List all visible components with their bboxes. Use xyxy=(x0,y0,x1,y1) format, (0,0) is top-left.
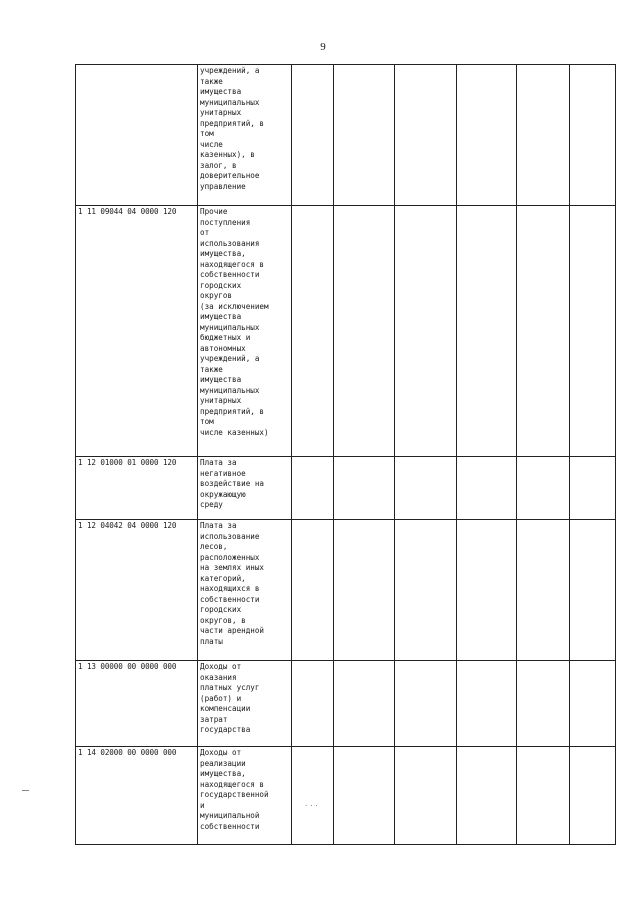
table-row xyxy=(76,206,616,457)
table-row xyxy=(76,457,616,520)
income-code-cell xyxy=(76,65,198,206)
value-cell xyxy=(517,747,570,845)
scan-mark: ... xyxy=(304,800,320,808)
value-cell xyxy=(517,661,570,747)
margin-dash xyxy=(22,790,29,791)
value-cell xyxy=(395,520,457,661)
value-cell xyxy=(334,457,395,520)
value-cell xyxy=(457,206,517,457)
value-cell xyxy=(570,206,616,457)
value-cell xyxy=(395,206,457,457)
income-name-cell: Плата за использование лесов, расположенных на землях иных категорий, находящихся в собственности городских округов, в части арендной платы xyxy=(198,520,292,661)
value-cell xyxy=(570,520,616,661)
income-code-cell: 1 11 09044 04 0000 120 xyxy=(76,206,198,457)
income-name-cell: Плата за негативное воздействие на окружающую среду xyxy=(198,457,292,520)
value-cell xyxy=(292,206,334,457)
value-cell xyxy=(292,520,334,661)
table-row xyxy=(76,520,616,661)
value-cell xyxy=(457,747,517,845)
value-cell xyxy=(292,661,334,747)
value-cell xyxy=(457,520,517,661)
value-cell xyxy=(334,747,395,845)
income-code-cell: 1 12 04042 04 0000 120 xyxy=(76,520,198,661)
value-cell xyxy=(395,747,457,845)
budget-table xyxy=(75,64,616,845)
value-cell xyxy=(292,747,334,845)
value-cell xyxy=(570,65,616,206)
value-cell xyxy=(517,65,570,206)
table-row xyxy=(76,747,616,845)
value-cell xyxy=(334,65,395,206)
income-name-cell: учреждений, а также имущества муниципальных унитарных предприятий, в том числе казенных), в залог, в доверительное управление xyxy=(198,65,292,206)
income-name-cell: Доходы от оказания платных услуг (работ) и компенсации затрат государства xyxy=(198,661,292,747)
income-code-cell: 1 13 00000 00 0000 000 xyxy=(76,661,198,747)
income-code-cell: 1 12 01000 01 0000 120 xyxy=(76,457,198,520)
value-cell xyxy=(570,457,616,520)
table-row xyxy=(76,65,616,206)
income-code-cell: 1 14 02000 00 0000 000 xyxy=(76,747,198,845)
value-cell xyxy=(517,206,570,457)
value-cell xyxy=(292,65,334,206)
value-cell xyxy=(517,520,570,661)
income-name-cell: Доходы от реализации имущества, находящегося в государственной и муниципальной собственности xyxy=(198,747,292,845)
value-cell xyxy=(334,661,395,747)
value-cell xyxy=(457,457,517,520)
income-name-cell: Прочие поступления от использования имущества, находящегося в собственности городских округов (за исключением имущества муниципальных бюджетных и автономных учреждений, а также имущества муниципальных унитарных предприятий, в том числе казенных) xyxy=(198,206,292,457)
value-cell xyxy=(395,457,457,520)
table-row xyxy=(76,661,616,747)
value-cell xyxy=(334,206,395,457)
value-cell xyxy=(292,457,334,520)
value-cell xyxy=(334,520,395,661)
value-cell xyxy=(517,457,570,520)
value-cell xyxy=(570,747,616,845)
value-cell xyxy=(395,65,457,206)
value-cell xyxy=(395,661,457,747)
value-cell xyxy=(570,661,616,747)
value-cell xyxy=(457,65,517,206)
value-cell xyxy=(457,661,517,747)
page-number: 9 xyxy=(320,41,326,53)
